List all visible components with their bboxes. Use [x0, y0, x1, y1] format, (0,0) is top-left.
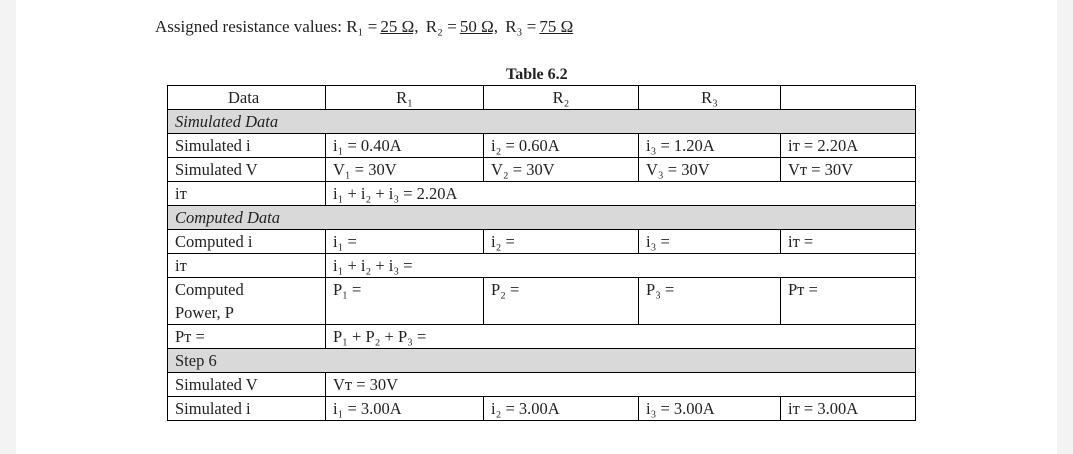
- table-row: [168, 397, 916, 421]
- row-label: [168, 278, 326, 325]
- table-cell: i₁ =: [326, 230, 484, 254]
- table-cell: i₃ = 3.00A: [639, 397, 781, 421]
- row-label: Computed i: [168, 230, 326, 254]
- table-cell: i₁ = 0.40A: [326, 134, 484, 158]
- table-row: [168, 182, 916, 206]
- r1-label: R₁ =: [346, 17, 378, 36]
- row-label-line: Computed: [175, 280, 244, 299]
- r3-label: R₃ =: [505, 17, 537, 36]
- r3-value: 75 Ω: [539, 17, 574, 36]
- section-title: Simulated Data: [168, 110, 916, 134]
- table-cell: iᴛ = 2.20A: [781, 134, 916, 158]
- table-cell: i₂ = 3.00A: [484, 397, 639, 421]
- row-label: iᴛ: [168, 254, 326, 278]
- table-cell: V₃ = 30V: [639, 158, 781, 182]
- table-cell: i₁ + i₂ + i₃ = 2.20A: [326, 182, 916, 206]
- table-cell: Pᴛ =: [781, 278, 916, 325]
- assigned-label: Assigned resistance values:: [155, 17, 342, 36]
- header-r3: R₃: [639, 86, 781, 110]
- section-row-computed: [168, 206, 916, 230]
- table-row: [168, 373, 916, 397]
- table-cell: i₁ + i₂ + i₃ =: [326, 254, 916, 278]
- table-cell: P₁ + P₂ + P₃ =: [326, 325, 916, 349]
- header-data: Data: [168, 86, 326, 110]
- section-row-step6: [168, 349, 916, 373]
- results-table: [167, 85, 916, 421]
- table-cell: Vᴛ = 30V: [781, 158, 916, 182]
- document-page: [16, 0, 1057, 454]
- row-label: Simulated i: [168, 134, 326, 158]
- table-cell: P₁ =: [326, 278, 484, 325]
- table-row: [168, 158, 916, 182]
- section-title: Step 6: [168, 349, 916, 373]
- table-row: [168, 134, 916, 158]
- r1-value: 25 Ω,: [380, 17, 419, 36]
- row-label: Pᴛ =: [168, 325, 326, 349]
- section-title: Computed Data: [168, 206, 916, 230]
- table-cell: iᴛ = 3.00A: [781, 397, 916, 421]
- table-cell: i₂ =: [484, 230, 639, 254]
- row-label-line: Power, P: [175, 303, 234, 322]
- table-cell: Vᴛ = 30V: [326, 373, 916, 397]
- row-label: Simulated V: [168, 373, 326, 397]
- section-row-simulated: [168, 110, 916, 134]
- table-cell: iᴛ =: [781, 230, 916, 254]
- row-label: Simulated V: [168, 158, 326, 182]
- table-cell: i₃ =: [639, 230, 781, 254]
- table-cell: i₂ = 0.60A: [484, 134, 639, 158]
- header-total: [781, 86, 916, 110]
- assigned-resistance-line: [155, 17, 576, 37]
- table-row: [168, 254, 916, 278]
- r2-value: 50 Ω,: [459, 17, 498, 36]
- row-label: iᴛ: [168, 182, 326, 206]
- table-cell: i₁ = 3.00A: [326, 397, 484, 421]
- table-cell: P₂ =: [484, 278, 639, 325]
- table-cell: i₃ = 1.20A: [639, 134, 781, 158]
- r2-label: R₂ =: [425, 17, 457, 36]
- table-header-row: [168, 86, 916, 110]
- table-row: [168, 325, 916, 349]
- table-caption: Table 6.2: [506, 66, 568, 83]
- table-cell: P₃ =: [639, 278, 781, 325]
- header-r2: R₂: [484, 86, 639, 110]
- table-row: [168, 230, 916, 254]
- table-row: [168, 278, 916, 325]
- row-label: Simulated i: [168, 397, 326, 421]
- header-r1: R₁: [326, 86, 484, 110]
- table-cell: V₁ = 30V: [326, 158, 484, 182]
- table-cell: V₂ = 30V: [484, 158, 639, 182]
